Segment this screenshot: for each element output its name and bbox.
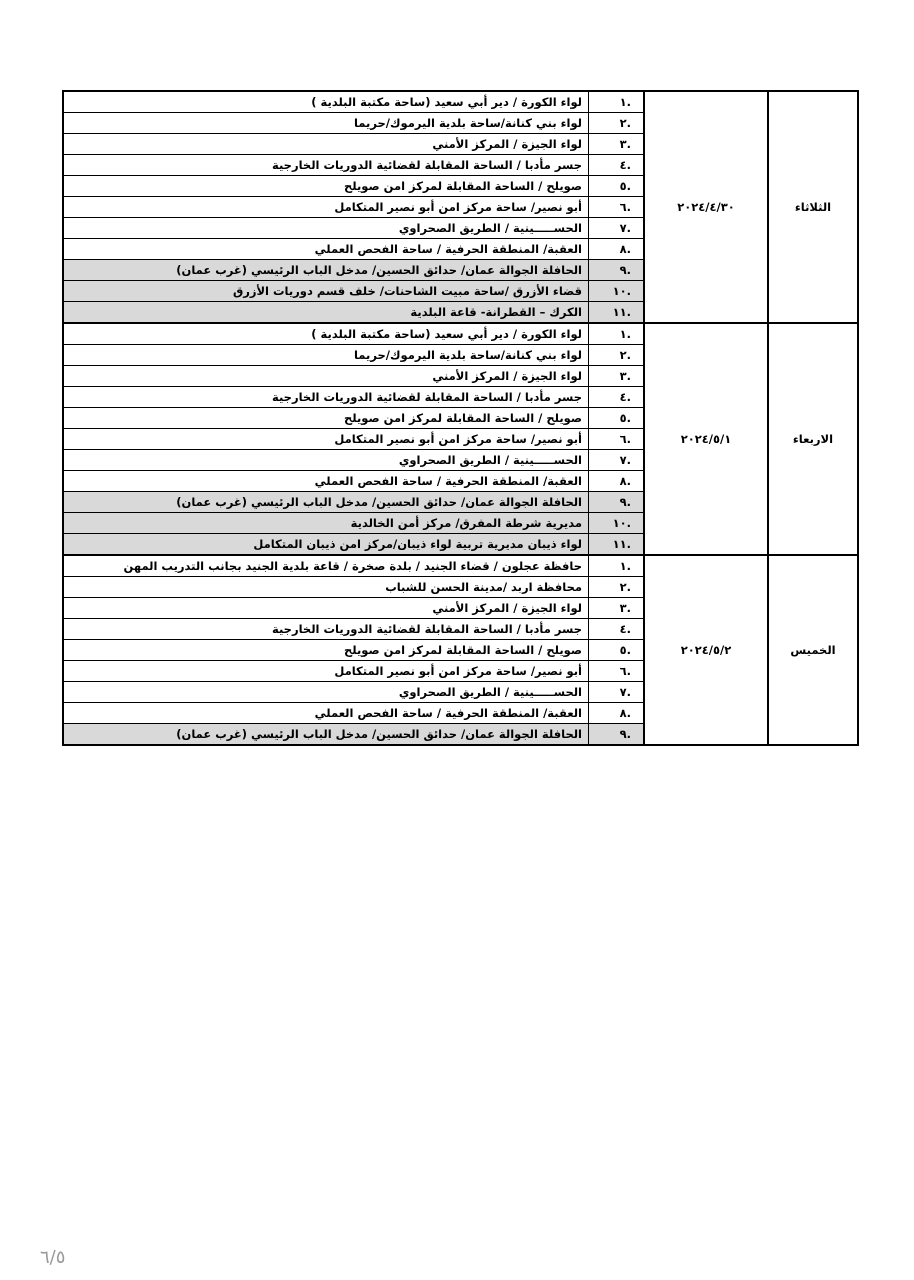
location-cell: جسر مأدبا / الساحة المقابلة لقضائية الدوريات الخارجية xyxy=(63,387,589,408)
location-cell: الحافلة الجوالة عمان/ حدائق الحسين/ مدخل الباب الرئيسي (غرب عمان) xyxy=(63,260,589,281)
row-number: .٦ xyxy=(589,661,645,682)
row-number: .١٠ xyxy=(589,281,645,302)
row-number: .٧ xyxy=(589,218,645,239)
location-cell: لواء بني كنانة/ساحة بلدية اليرموك/حريما xyxy=(63,345,589,366)
location-cell: الحافلة الجوالة عمان/ حدائق الحسين/ مدخل الباب الرئيسي (غرب عمان) xyxy=(63,724,589,746)
location-cell: صويلح / الساحة المقابلة لمركز امن صويلح xyxy=(63,640,589,661)
date-cell: ٢٠٢٤/٥/١ xyxy=(644,323,768,555)
row-number: .٩ xyxy=(589,724,645,746)
row-number: .٥ xyxy=(589,408,645,429)
location-cell: الكرك – القطرانة- قاعة البلدية xyxy=(63,302,589,324)
location-cell: قضاء الأزرق /ساحة مبيت الشاحنات/ خلف قسم دوريات الأزرق xyxy=(63,281,589,302)
location-cell: العقبة/ المنطقة الحرفية / ساحة الفحص العملي xyxy=(63,471,589,492)
row-number: .٣ xyxy=(589,598,645,619)
row-number: .١ xyxy=(589,323,645,345)
location-cell: لواء الكورة / دير أبي سعيد (ساحة مكتبة البلدية ) xyxy=(63,91,589,113)
date-cell: ٢٠٢٤/٤/٣٠ xyxy=(644,91,768,323)
schedule-table xyxy=(62,90,859,746)
row-number: .٧ xyxy=(589,682,645,703)
row-number: .٨ xyxy=(589,703,645,724)
location-cell: جسر مأدبا / الساحة المقابلة لقضائية الدوريات الخارجية xyxy=(63,155,589,176)
location-cell: لواء الجيزة / المركز الأمني xyxy=(63,134,589,155)
row-number: .٢ xyxy=(589,345,645,366)
location-cell: جسر مأدبا / الساحة المقابلة لقضائية الدوريات الخارجية xyxy=(63,619,589,640)
location-cell: لواء الجيزة / المركز الأمني xyxy=(63,366,589,387)
location-cell: لواء ذيبان مديرية تربية لواء ذيبان/مركز امن ذيبان المتكامل xyxy=(63,534,589,556)
row-number: .٥ xyxy=(589,176,645,197)
row-number: .٣ xyxy=(589,134,645,155)
location-cell: لواء الجيزة / المركز الأمني xyxy=(63,598,589,619)
row-number: .٤ xyxy=(589,387,645,408)
location-cell: لواء بني كنانة/ساحة بلدية اليرموك/حريما xyxy=(63,113,589,134)
location-cell: صويلح / الساحة المقابلة لمركز امن صويلح xyxy=(63,408,589,429)
day-cell: الثلاثاء xyxy=(768,91,858,323)
location-cell: محافظة اربد /مدينة الحسن للشباب xyxy=(63,577,589,598)
day-cell: الخميس xyxy=(768,555,858,745)
row-number: .٩ xyxy=(589,492,645,513)
location-cell: أبو نصير/ ساحة مركز امن أبو نصير المتكامل xyxy=(63,429,589,450)
location-cell: مديرية شرطة المفرق/ مركز أمن الخالدية xyxy=(63,513,589,534)
table-row xyxy=(63,323,858,345)
row-number: .٨ xyxy=(589,239,645,260)
row-number: .٧ xyxy=(589,450,645,471)
row-number: .٦ xyxy=(589,429,645,450)
location-cell: أبو نصير/ ساحة مركز امن أبو نصير المتكامل xyxy=(63,197,589,218)
location-cell: حافظة عجلون / قضاء الجنيد / بلدة صخرة / قاعة بلدية الجنيد بجانب التدريب المهن xyxy=(63,555,589,577)
location-cell: الحســـــينية / الطريق الصحراوي xyxy=(63,218,589,239)
row-number: .٢ xyxy=(589,113,645,134)
location-cell: العقبة/ المنطقة الحرفية / ساحة الفحص العملي xyxy=(63,703,589,724)
location-cell: الحافلة الجوالة عمان/ حدائق الحسين/ مدخل الباب الرئيسي (غرب عمان) xyxy=(63,492,589,513)
location-cell: أبو نصير/ ساحة مركز امن أبو نصير المتكامل xyxy=(63,661,589,682)
row-number: .٦ xyxy=(589,197,645,218)
row-number: .١٠ xyxy=(589,513,645,534)
row-number: .٩ xyxy=(589,260,645,281)
page-number: ٦/٥ xyxy=(40,1247,66,1268)
schedule-body xyxy=(63,91,858,745)
row-number: .٣ xyxy=(589,366,645,387)
location-cell: الحســـــينية / الطريق الصحراوي xyxy=(63,450,589,471)
location-cell: صويلح / الساحة المقابلة لمركز امن صويلح xyxy=(63,176,589,197)
table-row xyxy=(63,555,858,577)
row-number: .١ xyxy=(589,91,645,113)
row-number: .٨ xyxy=(589,471,645,492)
row-number: .٤ xyxy=(589,619,645,640)
row-number: .٥ xyxy=(589,640,645,661)
row-number: .٤ xyxy=(589,155,645,176)
row-number: .١ xyxy=(589,555,645,577)
row-number: .٢ xyxy=(589,577,645,598)
location-cell: العقبة/ المنطقة الحرفية / ساحة الفحص العملي xyxy=(63,239,589,260)
date-cell: ٢٠٢٤/٥/٢ xyxy=(644,555,768,745)
row-number: .١١ xyxy=(589,534,645,556)
row-number: .١١ xyxy=(589,302,645,324)
day-cell: الاربعاء xyxy=(768,323,858,555)
location-cell: لواء الكورة / دير أبي سعيد (ساحة مكتبة البلدية ) xyxy=(63,323,589,345)
table-row xyxy=(63,91,858,113)
location-cell: الحســـــينية / الطريق الصحراوي xyxy=(63,682,589,703)
